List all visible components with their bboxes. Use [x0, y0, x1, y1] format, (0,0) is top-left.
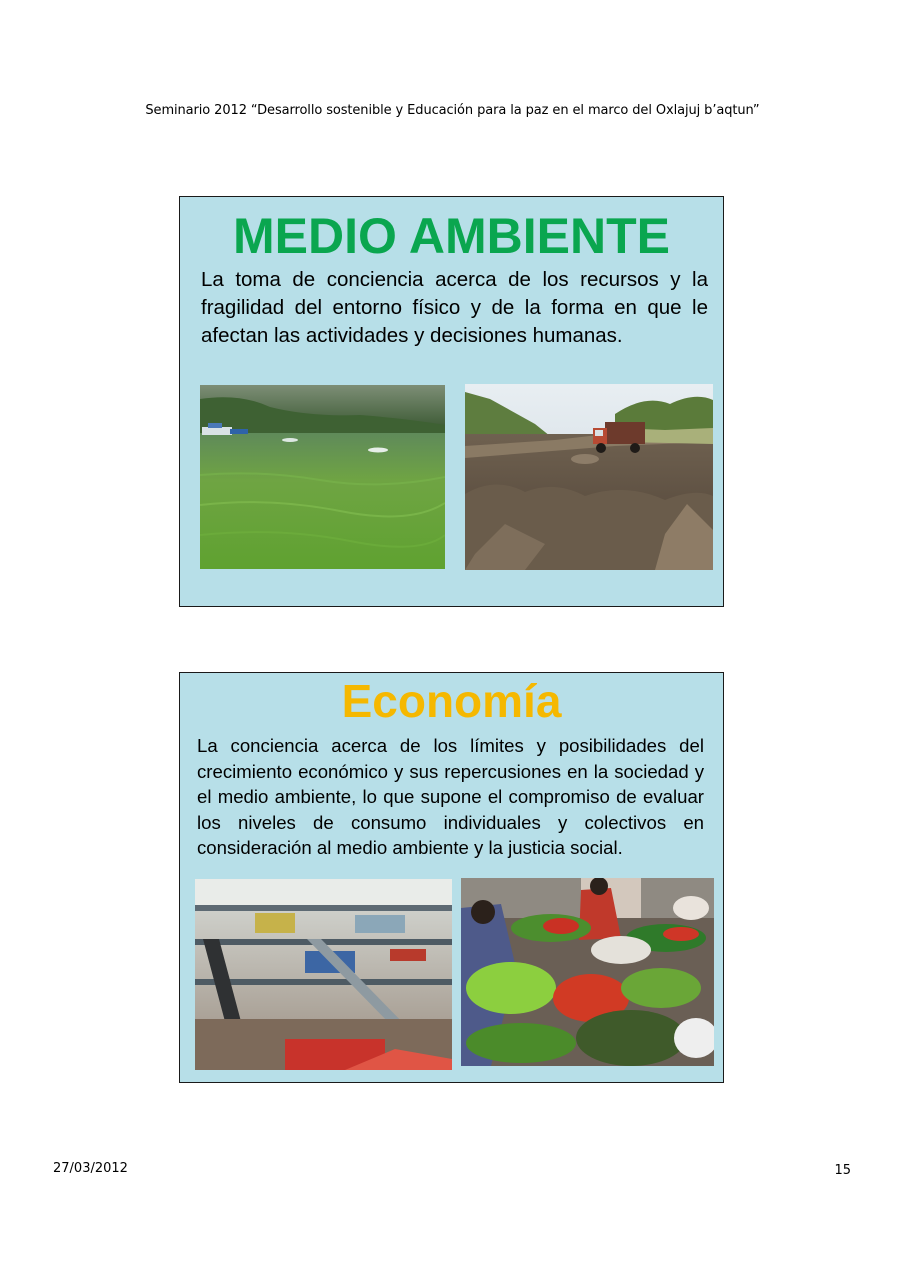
slide-economia [179, 672, 724, 1083]
slide-title: MEDIO AMBIENTE [232, 208, 671, 264]
page-number: 15 [834, 1163, 851, 1178]
lake-photo [200, 385, 445, 569]
page-header: Seminario 2012 “Desarrollo sostenible y Educación para la paz en el marco del Oxlajuj b’aqtun” [145, 103, 760, 118]
dirt-road-truck-photo [465, 384, 713, 570]
vegetable-market-photo [461, 878, 714, 1066]
slide-medio-ambiente [179, 196, 724, 607]
footer-date: 27/03/2012 [53, 1161, 128, 1176]
slide-title: Economía [341, 675, 562, 727]
slide-body-text: La conciencia acerca de los límites y posibilidades del crecimiento económico y sus repercusiones en la sociedad y el medio ambiente, lo que supone el compromiso de evaluar los niveles de consumo individuales y colectivos en consideración al medio ambiente y la justicia social. [197, 735, 704, 858]
shopping-mall-photo [195, 879, 452, 1070]
slide-body-text: La toma de conciencia acerca de los recursos y la fragilidad del entorno físico y de la forma en que le afectan las actividades y decisiones humanas. [201, 268, 708, 347]
